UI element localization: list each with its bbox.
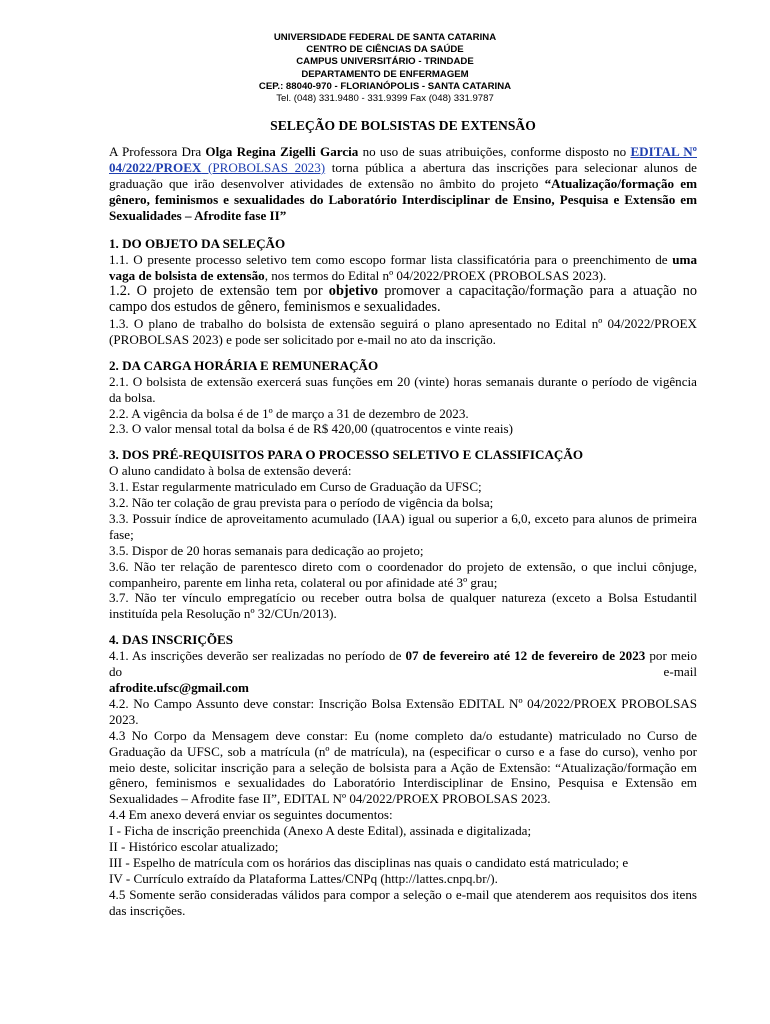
intro-text-1: A Professora Dra <box>109 143 206 159</box>
section-2-heading: 2. DA CARGA HORÁRIA E REMUNERAÇÃO <box>109 357 379 373</box>
header-center: CENTRO DE CIÊNCIAS DA SAÚDE <box>306 44 464 56</box>
item-3-3: 3.3. Possuir índice de aproveitamento acumulado (IAA) igual ou superior a 6,0, exceto para alunos de primeira fase; <box>109 510 697 542</box>
header-phone: Tel. (048) 331.9480 - 331.9399 Fax (048) 331.9787 <box>276 93 494 105</box>
header-address: CEP.: 88040-970 - FLORIANÓPOLIS - SANTA CATARINA <box>258 80 512 92</box>
header-university: UNIVERSIDADE FEDERAL DE SANTA CATARINA <box>273 32 497 43</box>
item-4-1-text-end: por meio do e-mail <box>109 648 697 680</box>
item-2-1: 2.1. O bolsista de extensão exercerá suas funções em 20 (vinte) horas semanais durante o período de vigência da bolsa. <box>109 373 697 405</box>
section-3-heading: 3. DOS PRÉ-REQUISITOS PARA O PROCESSO SELETIVO E CLASSIFICAÇÃO <box>109 447 584 463</box>
item-4-4: 4.4 Em anexo deverá enviar os seguintes documentos: <box>109 807 393 823</box>
item-4-1-email-line <box>109 680 697 696</box>
project-name: “Atualização/formação em gênero, feminismos e sexualidades do Laboratório Interdisciplinar de Ensino, Pesquisa e Extensão em Sexualidades – Afrodite fase II” <box>109 175 697 223</box>
intro-text-3: torna pública a abertura das inscrições para selecionar alunos de graduação que irão desenvolver atividades de extensão no âmbito do projeto <box>109 159 697 191</box>
intro-text-2: no uso de suas atribuições, conforme disposto no <box>358 143 631 159</box>
document-body <box>109 118 697 919</box>
document-item-4: IV - Currículo extraído da Plataforma Lattes/CNPq (http://lattes.cnpq.br/). <box>109 870 498 886</box>
document-item-1: I - Ficha de inscrição preenchida (Anexo A deste Edital), assinada e digitalizada; <box>109 823 532 839</box>
item-2-3: 2.3. O valor mensal total da bolsa é de R$ 420,00 (quatrocentos e vinte reais) <box>109 421 513 437</box>
contact-email: afrodite.ufsc@gmail.com <box>109 680 249 695</box>
item-4-1-dates: 07 de fevereiro até 12 de fevereiro de 2023 <box>405 648 646 664</box>
header-department: DEPARTAMENTO DE ENFERMAGEM <box>301 68 469 80</box>
item-4-2: 4.2. No Campo Assunto deve constar: Inscrição Bolsa Extensão EDITAL Nº 04/2022/PROEX PROBOLSAS 2023. <box>109 695 697 727</box>
intro-paragraph <box>109 144 697 224</box>
section-1-heading: 1. DO OBJETO DA SELEÇÃO <box>109 236 286 252</box>
item-1-2-text: 1.2. O projeto de extensão tem por <box>109 283 329 300</box>
item-1-2-bold: objetivo <box>328 283 379 300</box>
item-4-1-text: 4.1. As inscrições deverão ser realizadas no período de <box>109 648 406 664</box>
professor-name: Olga Regina Zigelli Garcia <box>205 143 359 159</box>
item-4-5: 4.5 Somente serão consideradas válidos para compor a seleção o e-mail que atenderem aos requisitos dos itens das inscrições. <box>109 886 697 918</box>
item-2-2: 2.2. A vigência da bolsa é de 1º de março a 31 de dezembro de 2023. <box>109 405 469 421</box>
item-1-3: 1.3. O plano de trabalho do bolsista de extensão seguirá o plano apresentado no Edital nº 04/2022/PROEX (PROBOLSAS 2023) e pode ser solicitado por e-mail no ato da inscrição. <box>109 315 697 347</box>
item-3-5: 3.5. Dispor de 20 horas semanais para dedicação ao projeto; <box>109 542 424 558</box>
item-3-7: 3.7. Não ter vínculo empregatício ou receber outra bolsa de qualquer natureza (exceto a Bolsa Estudantil instituída pela Resolução nº 32/CUn/2013). <box>109 590 697 622</box>
item-1-1-text: 1.1. O presente processo seletivo tem como escopo formar lista classificatória para o preenchimento de <box>109 252 673 268</box>
item-1-1-bold: uma vaga de bolsista de extensão <box>109 252 697 284</box>
edital-link-label: EDITAL Nº 04/2022/PROEX <box>109 143 697 175</box>
item-1-2-text-end: promover a capacitação/formação para a atuação no campo dos estudos de gênero, feminismos e sexualidades. <box>109 283 697 316</box>
probolsas-link-label: (PROBOLSAS 2023) <box>201 159 326 175</box>
item-1-2 <box>109 284 697 316</box>
item-1-1 <box>109 252 697 284</box>
item-4-3: 4.3 No Corpo da Mensagem deve constar: Eu (nome completo da/o estudante) matriculado no Curso de Graduação da UFSC, sob a matrícula (nº de matrícula), na (especificar o curso e a fase do curso), venho por meio deste, solicitar inscrição para a seleção de bolsista para a Ação de Extensão: “Atualização/formação em gênero, feminismos e sexualidades do Laboratório Interdisciplinar de Ensino, Pesquisa e Extensão em Sexualidades – Afrodite fase II”, EDITAL Nº 04/2022/PROEX PROBOLSAS 2023. <box>109 727 697 807</box>
item-1-1-text-end: , nos termos do Edital nº 04/2022/PROEX (PROBOLSAS 2023). <box>264 268 607 284</box>
item-3-6: 3.6. Não ter relação de parentesco direto com o coordenador do projeto de extensão, o que inclui cônjuge, companheiro, parente em linha reta, colateral ou por afinidade até 3º grau; <box>109 558 697 590</box>
document-item-2: II - Histórico escolar atualizado; <box>109 839 279 855</box>
section-4-heading: 4. DAS INSCRIÇÕES <box>109 632 234 648</box>
letterhead <box>0 32 770 105</box>
header-campus: CAMPUS UNIVERSITÁRIO - TRINDADE <box>296 56 474 68</box>
item-4-1 <box>109 648 697 680</box>
document-item-3: III - Espelho de matrícula com os horários das disciplinas nas quais o candidato está matriculado; e <box>109 854 629 870</box>
item-3-1: 3.1. Estar regularmente matriculado em Curso de Graduação da UFSC; <box>109 479 482 495</box>
item-3-intro: O aluno candidato à bolsa de extensão deverá: <box>109 463 352 479</box>
item-3-2: 3.2. Não ter colação de grau prevista para o período de vigência da bolsa; <box>109 495 494 511</box>
document-title: SELEÇÃO DE BOLSISTAS DE EXTENSÃO <box>270 118 536 133</box>
